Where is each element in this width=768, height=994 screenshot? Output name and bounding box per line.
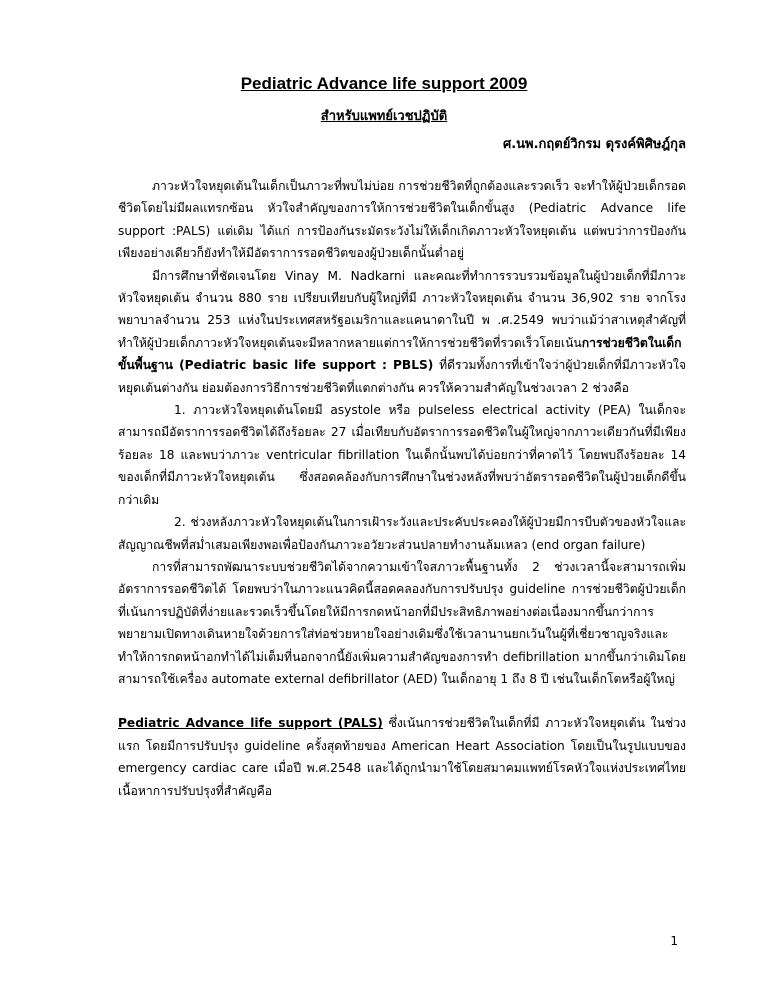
paragraph-study [118, 265, 686, 399]
document-title: Pediatric Advance life support 2009 [240, 74, 528, 93]
paragraph-study-text-b: ที่ดีรวมทั้งการที่เข้าใจว่าผู้ป่วยเด็กที่มีภาวะหัวใจหยุดเต้นต่างกัน ย่อมต้องการวิธีการช่วยชีวิตที่แตกต่างกัน ควรให้ความสำคัญในช่วงเวลา 2 ช่วงคือ [118, 358, 687, 395]
document-subtitle: สำหรับแพทย์เวชปฏิบัติ [320, 109, 448, 124]
paragraph-development: การที่สามารถพัฒนาระบบช่วยชีวิตได้จากความเข้าใจสภาวะพื้นฐานทั้ง 2 ช่วงเวลานี้จะสามารถเพิ่มอัตราการรอดชีวิตได้ โดยพบว่าในภาวะแนวคิดนี้สอดคลองกับการปรับปรุง guideline การช่วยชีวิตผู้ป่วยเด็กที่เน้นการปฏิบัติที่ง่ายและรวดเร็วขึ้นโดยให้มีการกดหน้าอกที่มีประสิทธิภาพอย่างต่อเนื่องมากขึ้นกว่าการพยายามเปิดทางเดินหายใจด้วยการใส่ท่อช่วยหายใจอย่างเดิมซึ่งใช้เวลานานยกเว้นในผู้ที่เชี่ยวชาญจริงและทำให้การกดหน้าอกทำได้ไม่เต็มที่นอกจากนี้ยังเพิ่มความสำคัญของการทำ defibrillation มากขึ้นกว่าเดิมโดยสามารถใช้เครื่อง automate external defibrillator (AED) ในเด็กอายุ 1 ถึง 8 ปี เช่นในเด็กโตหรือผู้ใหญ่ [118, 559, 686, 686]
author-name: ศ.นพ.กฤตย์วิกรม ดุรงค์พิศิษฎ์กุล [502, 137, 686, 152]
paragraph-point-2: 2. ช่วงหลังภาวะหัวใจหยุดเต้นในการเฝ้าระวังและประคับประคองให้ผู้ป่วยมีการบีบตัวของหัวใจและสัญญาณชีพที่สม่ำเสมอเพียงพอเพื่อป้องกันภาวะอวัยวะส่วนปลายทำงานล้มเหลว (end organ failure) [118, 515, 686, 552]
paragraph-study-text-a: มีการศึกษาที่ชัดเจนโดย Vinay M. Nadkarni และคณะที่ทำการรวบรวมข้อมูลในผู้ป่วยเด็กที่มีภาวะหัวใจหยุดเต้น จำนวน 880 ราย เปรียบเทียบกับผู้ใหญ่ที่มี ภาวะหัวใจหยุดเต้น จำนวน 36,902 ราย จากโรงพยาบาลจำนวน 253 แห่งในประเทศสหรัฐอเมริกาและแคนาดาในปี พ .ศ.2549 พบว่าแม้ว่าสาเหตุสำคัญที่ทำให้ผู้ป่วยเด็กภาวะหัวใจหยุดเต้นจะมีหลากหลายแต่การให้การช่วยชีวิตที่รวดเร็วโดยเน้น [118, 268, 686, 350]
pals-heading: Pediatric Advance life support (PALS) [118, 716, 383, 731]
paragraph-intro: ภาวะหัวใจหยุดเต้นในเด็กเป็นภาวะที่พบไม่บ่อย การช่วยชีวิตที่ถูกต้องและรวดเร็ว จะทำให้ผู้ป่วยเด็กรอดชีวิตโดยไม่มีผลแทรกซ้อน หัวใจสำคัญของการให้การช่วยชีวิตในเด็กขั้นสูง (Pediatric Advance life support :PALS) แต่เดิม ได้แก่ การป้องกันระมัดระวังไม่ให้เด็กเกิดภาวะหัวใจหยุดเต้น แต่พบว่าการป้องกันเพียงอย่างเดียวก็ยังทำให้มีอัตราการรอดชีวิตของผู้ป่วยเด็กนั้นต่ำอยู่ [118, 179, 686, 261]
document-body [118, 175, 686, 802]
paragraph-pals [118, 712, 686, 802]
page-number: 1 [670, 934, 678, 948]
paragraph-pals-text: ซึ่งเน้นการช่วยชีวิตในเด็กที่มี ภาวะหัวใจหยุดเต้น ในช่วงแรก โดยมีการปรับปรุง guideline ครั้งสุดท้ายของ American Heart Association โดยเป็นในรูปแบบของ emergency cardiac care เมื่อปี พ.ศ.2548 และได้ถูกนำมาใช้โดยสมาคมแพทย์โรคหัวใจแห่งประเทศไทย เนื้อหาการปรับปรุงที่สำคัญคือ [118, 716, 686, 798]
paragraph-point-1: 1. ภาวะหัวใจหยุดเต้นโดยมี asystole หรือ pulseless electrical activity (PEA) ในเด็กจะสามารถมีอัตราการรอดชีวิตได้ถึงร้อยละ 27 เมื่อเทียบกับอัตราการรอดชีวิตในผู้ใหญ่จากภาวะเดียวกันที่มีเพียงร้อยละ 18 และพบว่าภาวะ ventricular fibrillation ในเด็กนั้นพบได้บ่อยกว่าที่คาดไว้ โดยพบถึงร้อยละ 14 ของเด็กที่มีภาวะหัวใจหยุดเต้น ซึ่งสอดคล้องกับการศึกษาในช่วงหลังที่พบว่าอัตรารอดชีวิตในผู้ป่วยเด็กดีขึ้นกว่าเดิม [118, 403, 686, 507]
paragraph-study-bold: การช่วยชีวิตในเด็กขั้นพื้นฐาน (Pediatric basic life support : PBLS) [118, 335, 682, 373]
